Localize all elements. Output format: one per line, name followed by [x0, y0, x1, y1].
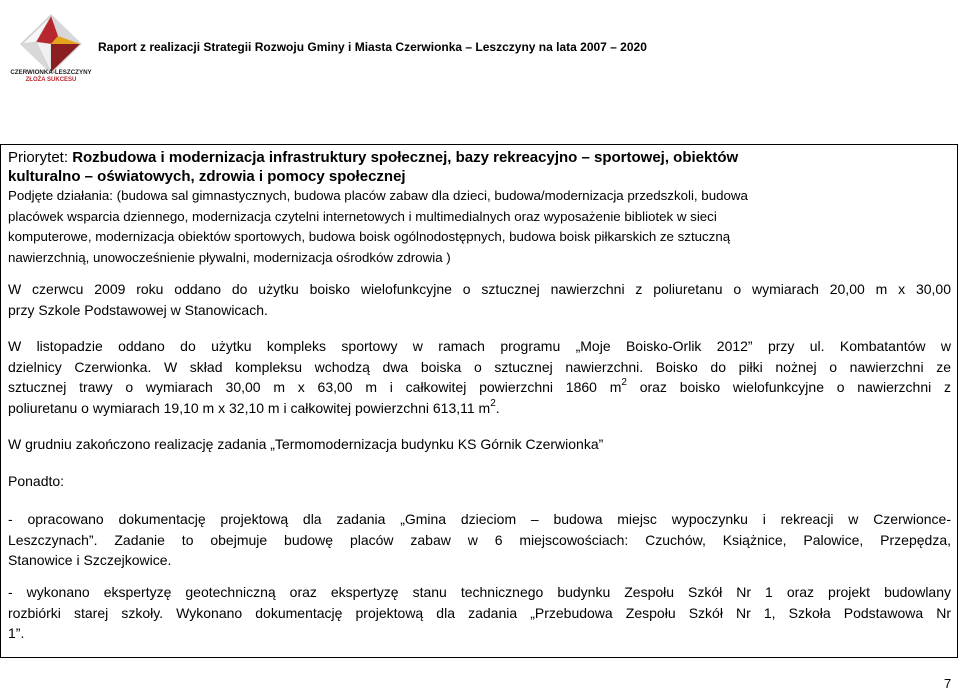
undertaken-actions	[8, 186, 948, 268]
paragraph-line: - opracowano dokumentację projektową dla zadania „Gmina dzieciom – budowa miejsc wypoczynku i rekreacji w Czerwionce-	[8, 511, 951, 527]
actions-line: nawierzchnią, unowocześnienie pływalni, modernizacja ośrodków zdrowia )	[8, 249, 451, 265]
page-number: 7	[944, 676, 952, 691]
paragraph-playgrounds	[8, 509, 951, 571]
paragraph-line: przy Szkole Podstawowej w Stanowicach.	[8, 301, 268, 318]
paragraph-line	[8, 377, 951, 398]
line-text: oraz boisko wielofunkcyjne o nawierzchni z	[626, 379, 951, 395]
priority-label: Priorytet:	[8, 149, 73, 166]
superscript: 2	[490, 397, 496, 409]
actions-line: placówek wsparcia dziennego, modernizacja czytelni internetowych i multimedialnych oraz wyposażenie bibliotek w sieci	[8, 208, 717, 224]
paragraph-june-2009	[8, 279, 951, 320]
paragraph-school-expertise	[8, 582, 951, 644]
paragraph-line: Leszczynach”. Zadanie to obejmuje budowę placów zabaw w 6 miejscowościach: Czuchów, Książnice, Palowice, Przepędza,	[8, 531, 951, 548]
logo-text-top: CZERWIONKA-LESZCZYNY	[10, 69, 92, 76]
diamond-logo-icon	[6, 2, 96, 86]
paragraph-line	[8, 398, 951, 419]
report-header-title: Raport z realizacji Strategii Rozwoju Gminy i Miasta Czerwionka – Leszczyny na lata 2007 – 2020	[98, 40, 647, 54]
priority-name-line: kulturalno – oświatowych, zdrowia i pomocy społecznej	[8, 168, 406, 185]
paragraph-line: 1”.	[8, 625, 25, 641]
municipality-logo	[6, 2, 96, 86]
priority-name-line: Rozbudowa i modernizacja infrastruktury społecznej, bazy rekreacyjno – sportowej, obiektów	[72, 149, 739, 166]
actions-line: Podjęte działania: (budowa sal gimnastycznych, budowa placów zabaw dla dzieci, budowa/modernizacja przedszkoli, budowa	[8, 188, 748, 203]
line-text: .	[495, 399, 500, 416]
paragraph-line: - wykonano ekspertyzę geotechniczną oraz ekspertyzę stanu technicznego budynku Zespołu Szkół Nr 1 oraz projekt budowlany	[8, 584, 951, 600]
paragraph-line: W listopadzie oddano do użytku kompleks sportowy w ramach programu „Moje Boisko-Orlik 2012” przy ul. Kombatantów w	[8, 338, 951, 354]
paragraph-line: W czerwcu 2009 roku oddano do użytku boisko wielofunkcyjne o sztucznej nawierzchni z poliuretanu o wymiarach 20,00 m x 30,00	[8, 281, 951, 297]
priority-table-cell	[0, 144, 958, 658]
line-text: poliuretanu o wymiarach 19,10 m x 32,10 m i całkowitej powierzchni 613,11 m	[8, 399, 491, 416]
paragraph-line: rozbiórki starej szkoły. Wykonano dokumentację projektową dla zadania „Przebudowa Zespołu Szkół Nr 1, Szkoła Podstawowa Nr	[8, 604, 951, 621]
paragraph-moreover: Ponadto:	[8, 473, 65, 489]
paragraph-orlik-complex	[8, 336, 951, 418]
paragraph-line: dzielnicy Czerwionka. W skład kompleksu wchodzą dwa boiska o sztucznej nawierzchni. Boisko do piłki nożnej o nawierzchni ze	[8, 358, 951, 375]
line-text: sztucznej trawy o wymiarach 30,00 m x 63,00 m i całkowitej powierzchni 1860 m	[8, 379, 622, 395]
paragraph-line: Stanowice i Szczejkowice.	[8, 552, 172, 568]
superscript: 2	[621, 377, 627, 388]
logo-text-bottom: ZŁOŻA SUKCESU	[25, 77, 77, 83]
priority-heading	[8, 148, 958, 186]
actions-line: komputerowe, modernizacja obiektów sportowych, budowa boisk ogólnodostępnych, budowa boisk piłkarskich ze sztuczną	[8, 229, 731, 244]
paragraph-thermomodernization: W grudniu zakończono realizację zadania „Termomodernizacja budynku KS Górnik Czerwionka”	[8, 436, 604, 452]
